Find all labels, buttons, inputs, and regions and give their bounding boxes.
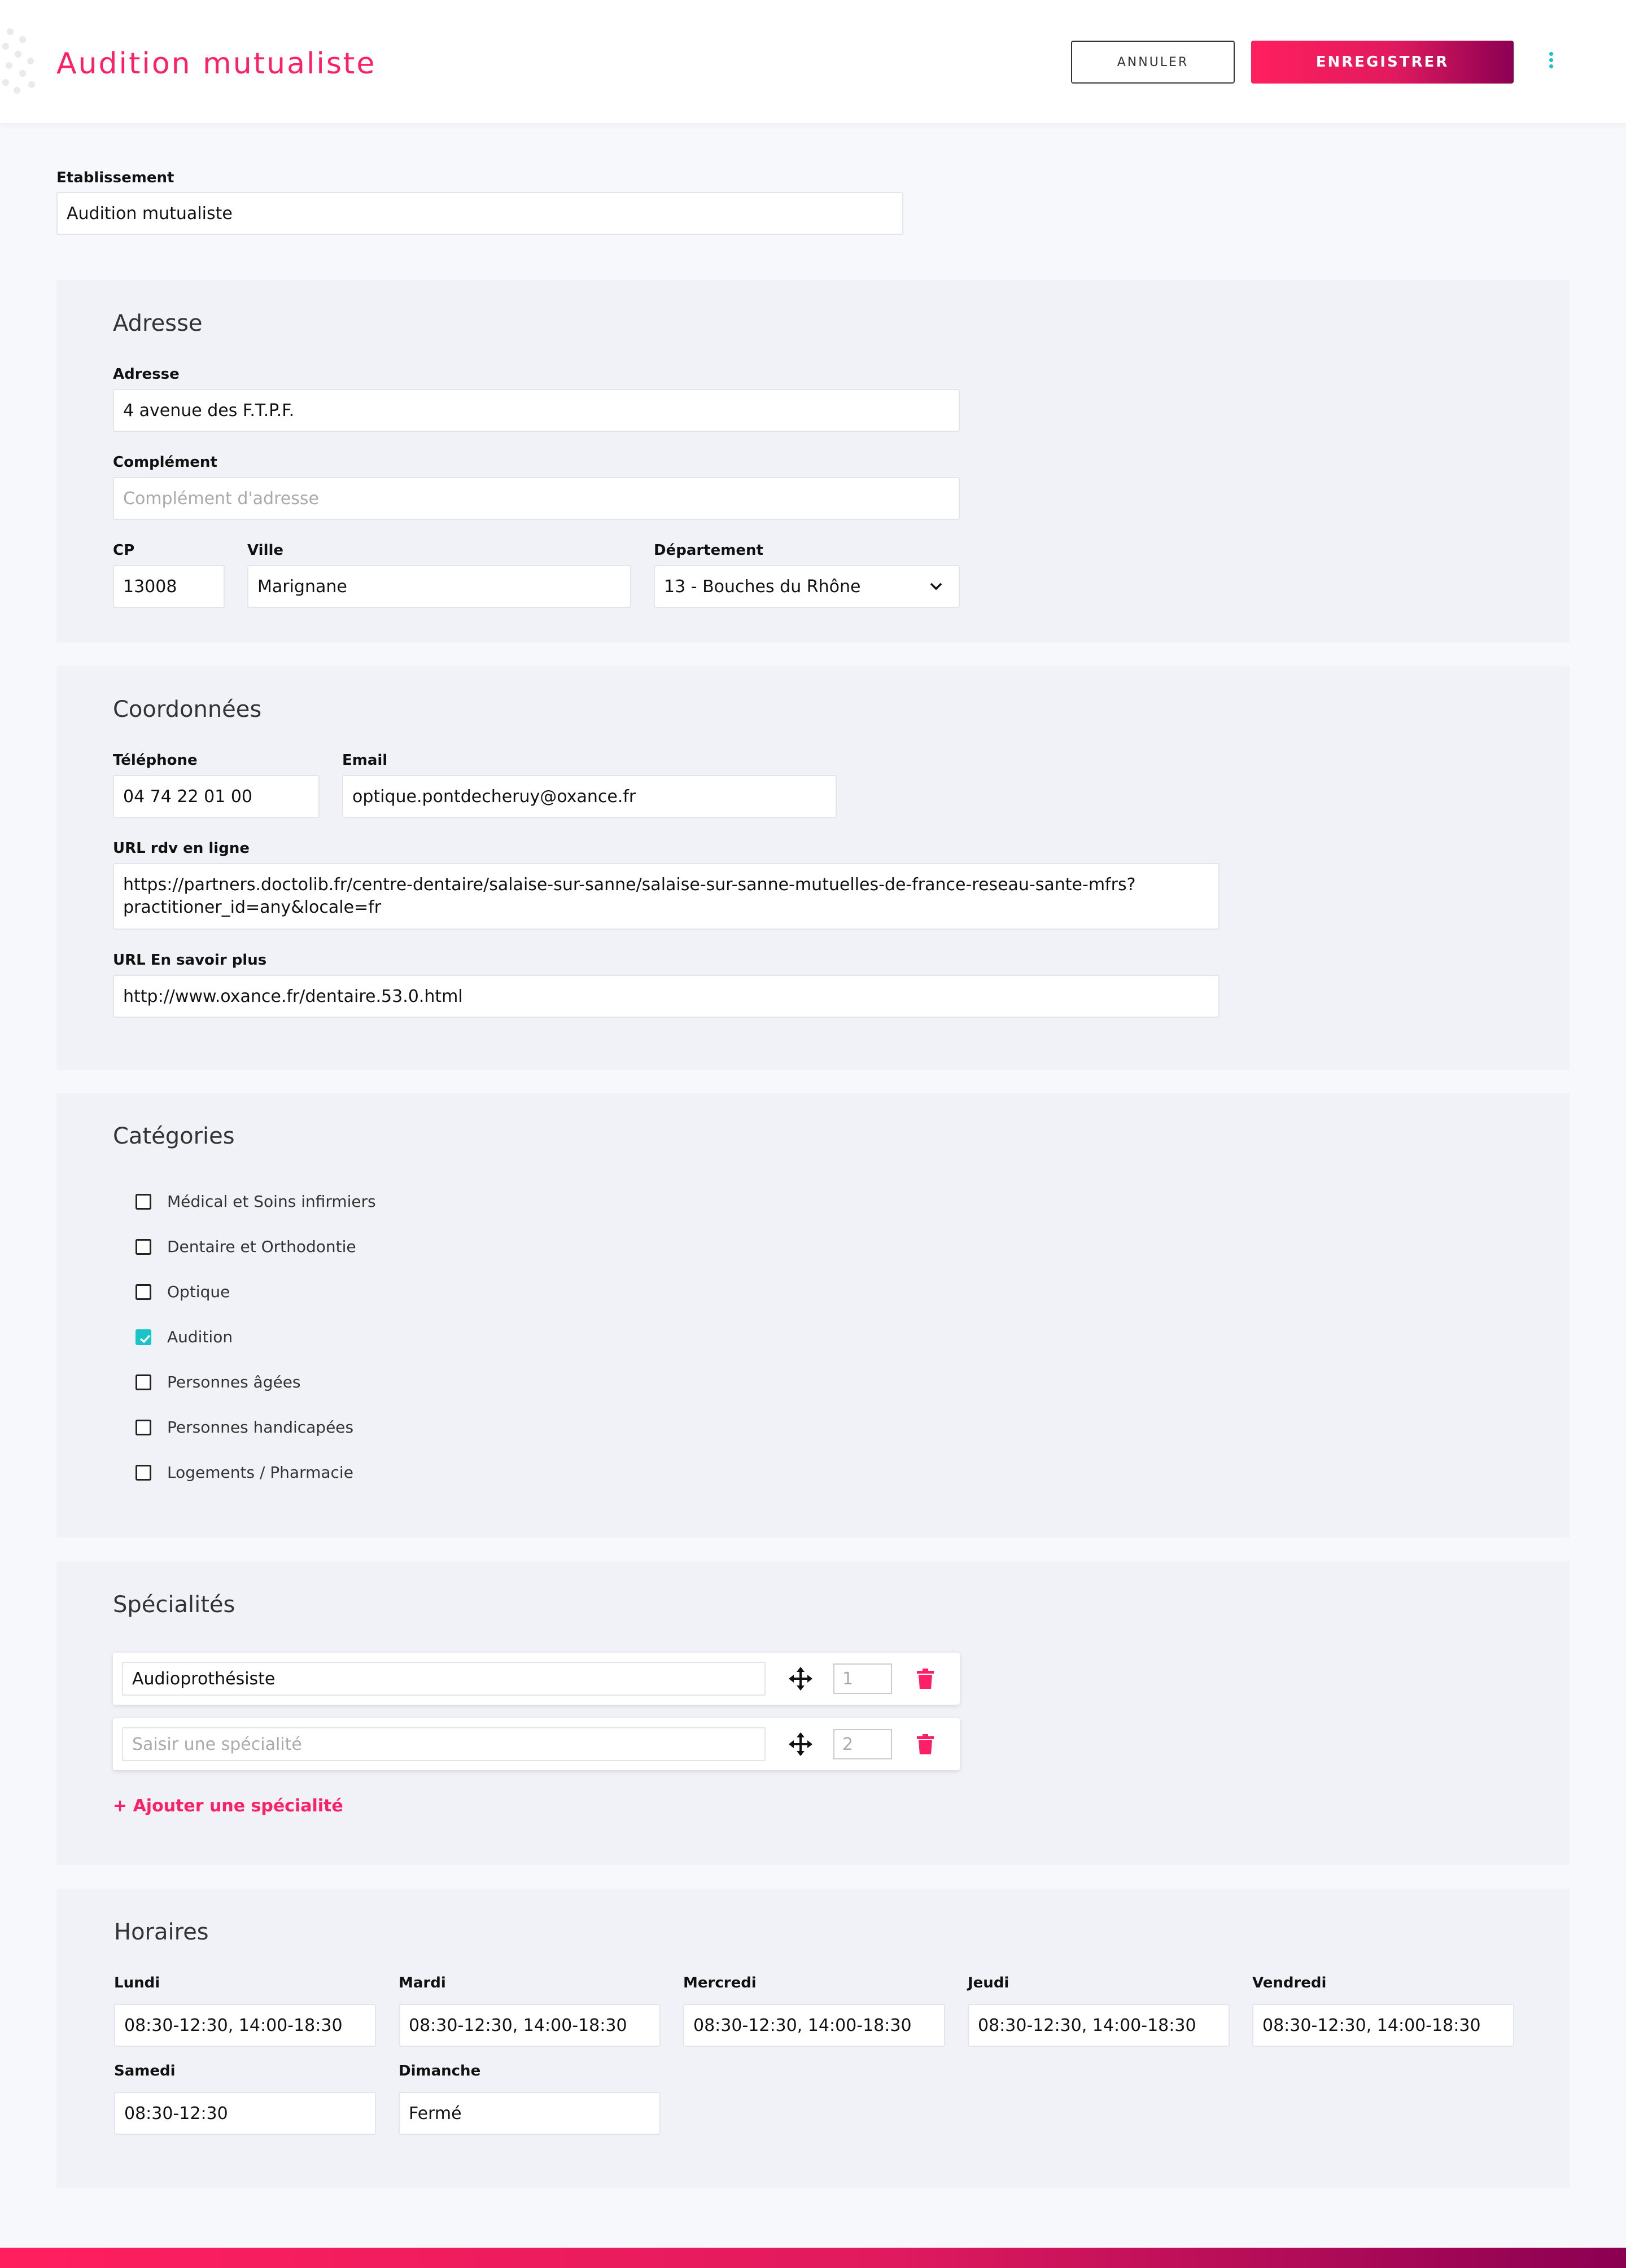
specialites-section-title: Spécialités: [113, 1592, 235, 1618]
category-checkbox-logements[interactable]: [136, 1465, 151, 1481]
category-checkbox-audition[interactable]: [136, 1329, 151, 1345]
page-title: Audition mutualiste: [56, 47, 377, 81]
coordonnees-section-title: Coordonnées: [113, 697, 262, 723]
coordonnees-panel: [56, 666, 1570, 1070]
category-label-personnes-agees: Personnes âgées: [167, 1373, 301, 1391]
categories-panel: [56, 1093, 1570, 1538]
specialite-order-input[interactable]: 2: [833, 1729, 892, 1759]
horaires-panel: [56, 1889, 1570, 2188]
category-checkbox-medical[interactable]: [136, 1194, 151, 1210]
adresse-label: Adresse: [113, 366, 180, 383]
category-checkbox-personnes-handicapees[interactable]: [136, 1420, 151, 1435]
adresse-panel: [56, 280, 1570, 642]
horaires-section-title: Horaires: [114, 1919, 209, 1945]
complement-label: Complément: [113, 454, 217, 471]
category-checkbox-personnes-agees[interactable]: [136, 1374, 151, 1390]
category-checkbox-dentaire[interactable]: [136, 1239, 151, 1255]
ville-field[interactable]: Marignane: [247, 565, 631, 608]
cp-field[interactable]: 13008: [113, 565, 225, 608]
category-label-audition: Audition: [167, 1328, 233, 1346]
email-field[interactable]: optique.pontdecheruy@oxance.fr: [342, 775, 837, 818]
dimanche-field[interactable]: Fermé: [399, 2092, 661, 2135]
move-icon[interactable]: [788, 1732, 813, 1757]
etablissement-label: Etablissement: [56, 169, 174, 186]
lundi-label: Lundi: [114, 1974, 160, 1991]
category-label-optique: Optique: [167, 1282, 230, 1301]
category-checkbox-optique[interactable]: [136, 1284, 151, 1300]
vendredi-field[interactable]: 08:30-12:30, 14:00-18:30: [1252, 2004, 1514, 2047]
mardi-field[interactable]: 08:30-12:30, 14:00-18:30: [399, 2004, 661, 2047]
category-label-logements: Logements / Pharmacie: [167, 1463, 353, 1482]
mercredi-field[interactable]: 08:30-12:30, 14:00-18:30: [683, 2004, 945, 2047]
adresse-section-title: Adresse: [113, 310, 203, 336]
url-savoir-label: URL En savoir plus: [113, 952, 267, 969]
jeudi-field[interactable]: 08:30-12:30, 14:00-18:30: [968, 2004, 1230, 2047]
category-label-personnes-handicapees: Personnes handicapées: [167, 1418, 354, 1437]
move-icon[interactable]: [788, 1666, 813, 1691]
logo-dots-icon: [0, 23, 40, 102]
add-specialite-link[interactable]: + Ajouter une spécialité: [113, 1796, 343, 1816]
mardi-label: Mardi: [399, 1974, 446, 1991]
cp-label: CP: [113, 542, 135, 559]
telephone-field[interactable]: 04 74 22 01 00: [113, 775, 320, 818]
specialite-input[interactable]: Audioprothésiste: [122, 1662, 766, 1696]
specialites-panel: [56, 1561, 1570, 1865]
categories-section-title: Catégories: [113, 1123, 235, 1149]
dimanche-label: Dimanche: [399, 2063, 481, 2079]
url-rdv-field[interactable]: https://partners.doctolib.fr/centre-dentaire/salaise-sur-sanne/salaise-sur-sanne-mutuelles-de-france-reseau-sante-mfrs?practitioner_id=any&locale=fr: [113, 863, 1220, 930]
category-label-medical: Médical et Soins infirmiers: [167, 1192, 376, 1211]
adresse-field[interactable]: 4 avenue des F.T.P.F.: [113, 389, 960, 432]
url-savoir-field[interactable]: http://www.oxance.fr/dentaire.53.0.html: [113, 975, 1220, 1018]
specialite-input[interactable]: Saisir une spécialité: [122, 1727, 766, 1761]
specialite-row: [113, 1653, 960, 1705]
jeudi-label: Jeudi: [968, 1974, 1009, 1991]
cancel-button[interactable]: ANNULER: [1071, 41, 1235, 84]
specialite-row: [113, 1718, 960, 1770]
checkmark-icon: [138, 1332, 152, 1346]
email-label: Email: [342, 752, 388, 769]
samedi-field[interactable]: 08:30-12:30: [114, 2092, 376, 2135]
mercredi-label: Mercredi: [683, 1974, 757, 1991]
more-options-icon[interactable]: [1547, 52, 1555, 72]
app-header: [0, 0, 1626, 123]
departement-select[interactable]: [654, 565, 960, 608]
telephone-label: Téléphone: [113, 752, 198, 769]
specialite-order-input[interactable]: 1: [833, 1663, 892, 1694]
samedi-label: Samedi: [114, 2063, 176, 2079]
etablissement-field[interactable]: Audition mutualiste: [56, 192, 903, 235]
departement-label: Département: [654, 542, 763, 559]
departement-value: 13 - Bouches du Rhône: [664, 576, 861, 597]
complement-field[interactable]: Complément d'adresse: [113, 477, 960, 520]
lundi-field[interactable]: 08:30-12:30, 14:00-18:30: [114, 2004, 376, 2047]
ville-label: Ville: [247, 542, 284, 559]
category-label-dentaire: Dentaire et Orthodontie: [167, 1237, 356, 1256]
trash-icon[interactable]: [917, 1734, 934, 1754]
footer-accent-bar: [0, 2248, 1626, 2268]
save-button[interactable]: ENREGISTRER: [1251, 41, 1514, 84]
chevron-down-icon: [929, 582, 943, 591]
trash-icon[interactable]: [917, 1669, 934, 1689]
vendredi-label: Vendredi: [1252, 1974, 1327, 1991]
url-rdv-label: URL rdv en ligne: [113, 840, 250, 857]
